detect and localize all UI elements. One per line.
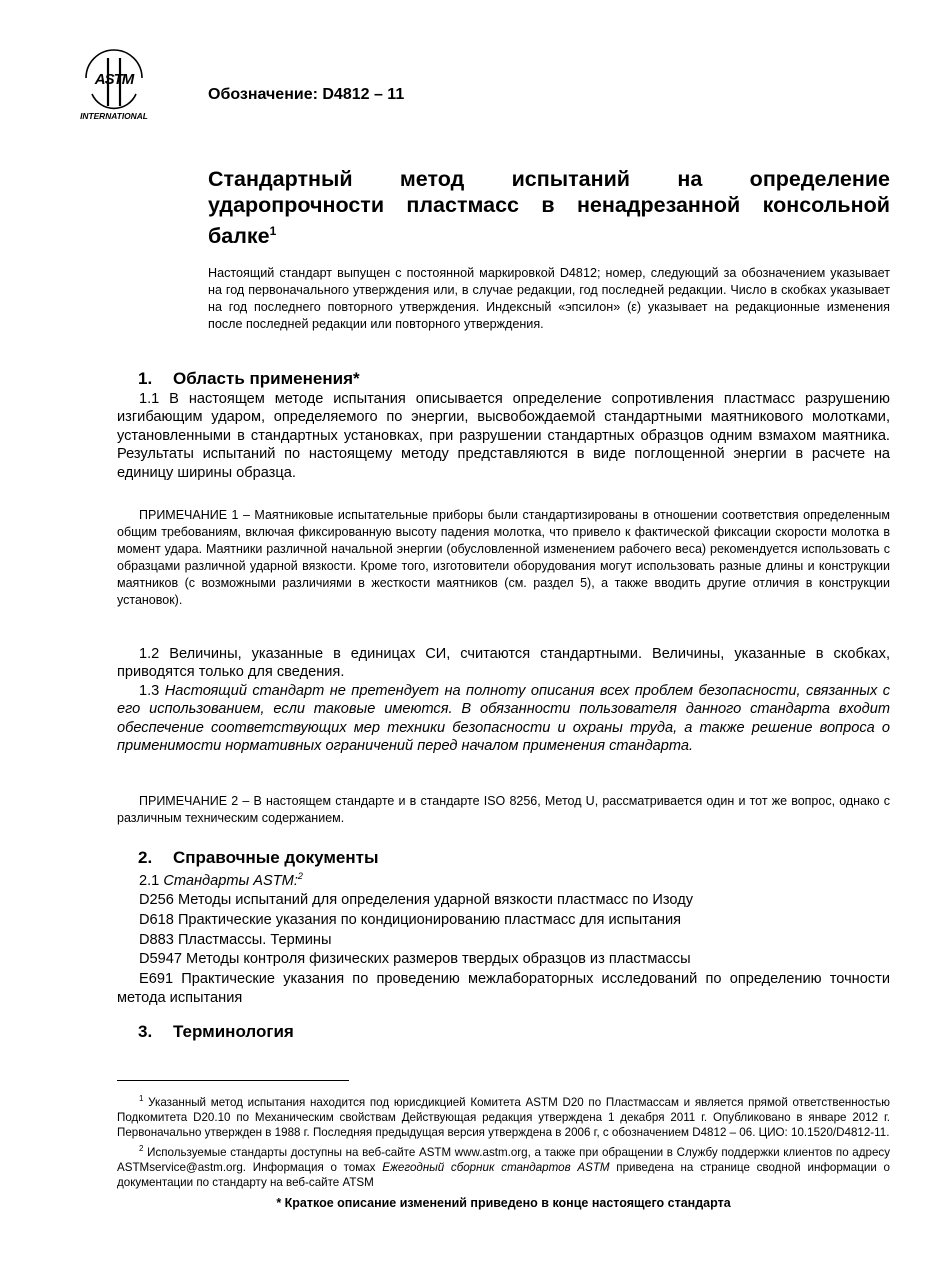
title-footnote-ref: 1 <box>269 224 277 238</box>
section-1-heading: 1. Область применения* <box>138 369 360 388</box>
note-2: ПРИМЕЧАНИЕ 2 – В настоящем стандарте и в стандарте ISO 8256, Метод U, рассматривается один и тот же вопрос, однако с различным техническим содержанием. <box>117 794 890 825</box>
section-3-heading: 3. Терминология <box>138 1022 294 1041</box>
logo-letters: ASTM <box>94 71 134 88</box>
reference-item: D5947 Методы контроля физических размеров твердых образцов из пластмассы <box>139 951 691 968</box>
reference-item: D256 Методы испытаний для определения ударной вязкости пластмасс по Изоду <box>139 892 694 909</box>
footnote-divider <box>117 1080 349 1081</box>
references-list <box>117 867 890 1009</box>
footnote-2: $^2$ Используемые стандарты доступны на веб-сайте ASTM www.astm.org, а также при обращении в Службу поддержки клиентов по адресу ASTMservice@astm.org. Информация о томах Ежегодный сборник стандартов ASTM приведена на странице сводной информации о документации по стандарту на веб-сайте ATSM <box>117 1143 890 1190</box>
paragraph-2-1: 2.1 Стандарты ASTM:$^2$ <box>139 871 303 889</box>
footnotes <box>117 1091 890 1191</box>
paragraph-1-2: 1.2 Величины, указанные в единицах СИ, считаются стандартными. Величины, указанные в скобках, приводятся только для сведения. <box>117 646 890 681</box>
astm-logo <box>72 44 156 122</box>
section-2-heading: 2. Справочные документы <box>138 848 379 867</box>
summary-of-changes-note: * Краткое описание изменений приведено в конце настоящего стандарта <box>276 1196 731 1210</box>
document-title: Стандартный метод испытаний на определение ударопрочности пластмасс в ненадрезанной консольной балке$^1$ <box>208 167 890 249</box>
logo-caption: INTERNATIONAL <box>80 111 148 121</box>
reference-item: E691 Практические указания по проведению межлабораторных исследований по определению точности метода испытания <box>117 970 890 1007</box>
reference-item: D883 Пластмассы. Термины <box>139 931 332 948</box>
paragraph-1-1: 1.1 В настоящем методе испытания описывается определение сопротивления пластмасс разрушению изгибающим ударом, определяемого по энергии, высвобождаемой стандартными маятникового молотками, установленными в стандартных установках, при разрушении стандартных образцов одним взмахом маятника. Результаты испытаний по настоящему методу представляются в виде поглощенной энергии в расчете на единицу ширины образца. <box>117 391 890 481</box>
reference-item: D618 Практические указания по кондиционированию пластмасс для испытания <box>139 912 682 929</box>
paragraph-1-3: 1.3 Настоящий стандарт не претендует на полноту описания всех проблем безопасности, связанных с его использованием, если таковые имеются. В обязанности пользователя данного стандарта входит обеспечение соответствующих мер техники безопасности и охраны труда, а также решение вопроса о применимости нормативных ограничений перед началом применения стандарта. <box>117 683 891 755</box>
designation: Обозначение: D4812 – 11 <box>208 86 405 103</box>
intro-paragraph: Настоящий стандарт выпущен с постоянной маркировкой D4812; номер, следующий за обозначением указывает на год первоначального утверждения или, в случае редакции, год последней редакции. Число в скобках указывает на год последнего повторного утверждения. Индексный «эпсилон» (ε) указывает на редакционные изменения после последней редакции или повторного утверждения. <box>208 266 890 331</box>
note-1: ПРИМЕЧАНИЕ 1 – Маятниковые испытательные приборы были стандартизированы в отношении соответствия определенным общим требованиям, включая фиксированную высоту падения молотка, что привело к фактической фиксации скорости молотка в момент удара. Маятники различной начальной энергии (обусловленной изменением рабочего веса) рекомендуется использовать с образцами различной ударной вязкости. Кроме того, изготовители оборудования могут использовать разные длины и конструкции маятников (с возможными различиями в жесткости маятников (см. раздел 5), а также вводить другие отличия в конструкции установок). <box>117 508 890 607</box>
footnote-1: $^1$ Указанный метод испытания находится под юрисдикцией Комитета ASTM D20 по Пластмассам и является прямой ответственностью Подкомитета D20.10 по Механическим свойствам Действующая редакция утверждена 1 декабря 2011 г. Опубликовано в январе 2012 г. Первоначально утвержден в 1988 г. Последняя предыдущая версия утверждена в 2006 г, с обозначением D4812 – 06. ЦИО: 10.1520/D4812-11. <box>117 1094 890 1140</box>
